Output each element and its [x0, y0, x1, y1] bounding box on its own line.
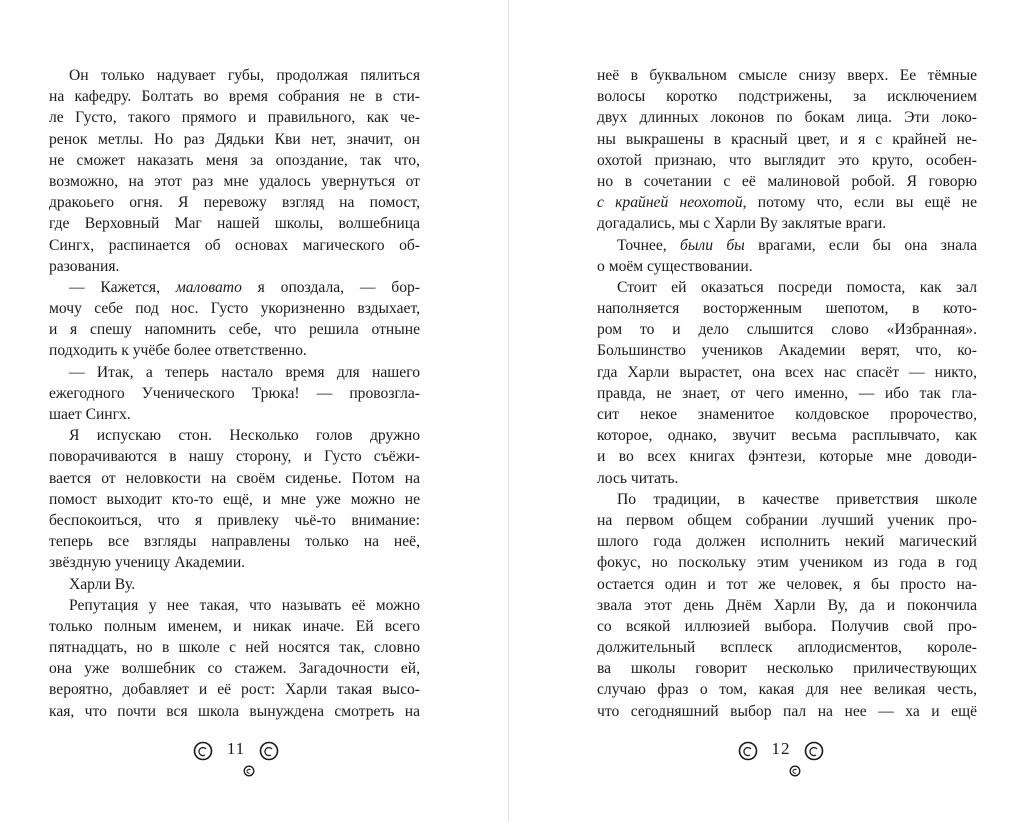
text-line: двух длинных локонов по бокам лица. Эти локо- — [597, 109, 977, 127]
text-line: ле Густо, такого прямого и правильного, как че- — [49, 109, 420, 127]
text-run: я опоздала, — бор- — [241, 278, 420, 296]
text-line: гда Харли вырастет, она всех нас спасёт — никто, — [597, 363, 977, 381]
left-folio — [191, 735, 311, 785]
text-line: ежегодного Ученического Трюка! — провозгла- — [49, 384, 420, 402]
text-line: Сингх, распинается об основах магического об- — [49, 236, 420, 254]
right-folio — [736, 735, 856, 785]
text-line: но в сочетании с её малиновой робой. Я говорю — [597, 172, 977, 190]
text-line: должительный всплеск аплодисментов, короле- — [597, 639, 977, 657]
text-line: на кафедру. Болтать во время собрания не в сти- — [49, 88, 420, 106]
text-line: мочу себе под нос. Густо укоризненно вздыхает, — [49, 300, 420, 318]
emphasis-text: были бы — [680, 236, 745, 254]
text-line — [597, 235, 977, 256]
text-run: , потому что, если вы ещё не — [742, 194, 977, 212]
text-line: правда, не знает, от чего именно, — ибо так гла- — [597, 384, 977, 402]
text-line: ром то и дело слышится слово «Избранная». — [597, 321, 977, 339]
right-page-text — [597, 65, 977, 722]
text-line: звала этот день Днём Харли Ву, да и покончила — [597, 596, 977, 614]
text-line: наполняется восторженным шепотом, в кото- — [597, 300, 977, 318]
text-line: не сможет наказать меня за опоздание, так что, — [49, 151, 420, 169]
text-line: Харли Ву. — [69, 575, 136, 593]
swirl-ornament-icon — [804, 741, 824, 761]
text-line — [597, 192, 977, 213]
text-line: Большинство учеников Академии верят, что, ко- — [597, 342, 977, 360]
text-line: Стоит ей оказаться посреди помоста, как зал — [617, 278, 977, 296]
text-run: — Кажется, — [69, 278, 176, 296]
text-line: шлого года должен исполнить некий магический — [597, 533, 977, 551]
text-line: теперь все взгляды направлены только на неё, — [49, 533, 420, 551]
text-line: возможно, на этот раз мне удалось увернуться от — [49, 172, 420, 190]
text-line: лось читать. — [597, 469, 679, 487]
text-line: сит некое знаменитое колдовское пророчество, — [597, 406, 977, 423]
emphasis-text: с крайней неохотой — [597, 194, 743, 212]
text-line: разования. — [49, 257, 120, 275]
text-line: фокус, но поскольку этим учеником из года в год — [597, 554, 977, 572]
page-number: 12 — [771, 739, 791, 758]
text-line: беспокоиться, что я привлеку чьё-то внимание: — [49, 511, 420, 529]
swirl-ornament-icon — [259, 741, 279, 761]
swirl-dot-icon — [243, 765, 255, 777]
text-line: помост выходит кто-то ещё, и мне уже можно не — [49, 490, 420, 508]
text-line: и я спешу напомнить себе, что решила отныне — [49, 321, 420, 339]
text-run: врагами, если бы она знала — [744, 236, 977, 254]
text-line: Он только надувает губы, продолжая пялиться — [69, 67, 420, 84]
left-page — [0, 0, 509, 821]
text-run: Точнее, — [617, 236, 681, 254]
swirl-ornament-icon — [193, 741, 213, 761]
text-line: вается от неловкости на своём сиденье. Потом на — [49, 469, 420, 487]
emphasis-text: маловато — [175, 278, 242, 296]
text-line: Я испускаю стон. Несколько голов дружно — [69, 427, 420, 445]
right-page — [509, 0, 1018, 821]
left-page-text — [49, 65, 420, 722]
text-line: случаю фраз о том, какая для нее великая честь, — [597, 681, 977, 699]
text-line — [49, 277, 420, 298]
text-line: — Итак, а теперь настало время для нашего — [69, 363, 420, 381]
text-line: ренок метлы. Но раз Дядьки Кви нет, значит, он — [49, 130, 420, 148]
text-line: кая, что почти вся школа вынуждена смотреть на — [49, 702, 420, 720]
text-line: волосы коротко подстрижены, за исключением — [597, 88, 977, 106]
swirl-dot-icon — [789, 765, 801, 777]
page-number: 11 — [226, 739, 246, 758]
text-line: охотой признаю, что выглядит это круто, особен- — [597, 151, 977, 169]
text-line: ны выкрашены в красный цвет, и я с крайней не- — [597, 130, 977, 148]
text-line: догадались, мы с Харли Ву заклятые враги. — [597, 215, 887, 233]
text-line: шает Сингх. — [49, 406, 131, 423]
text-line: пятнадцать, но в школе с ней носятся так, словно — [49, 639, 420, 657]
text-line: со всякой иллюзией выбора. Получив свой про- — [597, 617, 977, 635]
text-line: Репутация у нее такая, что называть её можно — [69, 596, 420, 614]
text-line: дракоьего огня. Я перевожу взгляд на помост, — [49, 194, 420, 212]
text-line: она уже волшебник со стажем. Загадочности ей, — [49, 660, 420, 678]
text-line: подходить к учёбе более ответственно. — [49, 342, 307, 360]
text-line: неё в буквальном смысле снизу вверх. Ее тёмные — [597, 67, 977, 84]
swirl-ornament-icon — [738, 741, 758, 761]
text-line: По традиции, в качестве приветствия школе — [617, 490, 977, 508]
text-line: которое, однако, звучит весьма расплывчато, как — [597, 427, 977, 445]
text-line: ва школы говорит несколько приличествующих — [597, 660, 977, 678]
text-line: поворачиваются в нашу сторону, и Густо съёжи- — [49, 448, 420, 466]
text-line: звёздную ученицу Академии. — [49, 554, 246, 572]
text-line: вероятно, добавляет и её рост: Харли такая высо- — [49, 681, 420, 699]
text-line: на первом общем собрании лучший ученик про- — [597, 511, 977, 529]
text-line: о моём существовании. — [597, 257, 753, 275]
text-line: остается один и тот же человек, я бы просто на- — [597, 575, 977, 593]
text-line: где Верховный Маг нашей школы, волшебница — [49, 215, 420, 233]
text-line: и во всех книгах фэнтези, которые мне доводи- — [597, 448, 977, 466]
text-line: только полным именем, и никак иначе. Ей всего — [49, 617, 420, 635]
text-line: что сегодняшний выбор пал на нее — ха и ещё — [597, 702, 977, 720]
